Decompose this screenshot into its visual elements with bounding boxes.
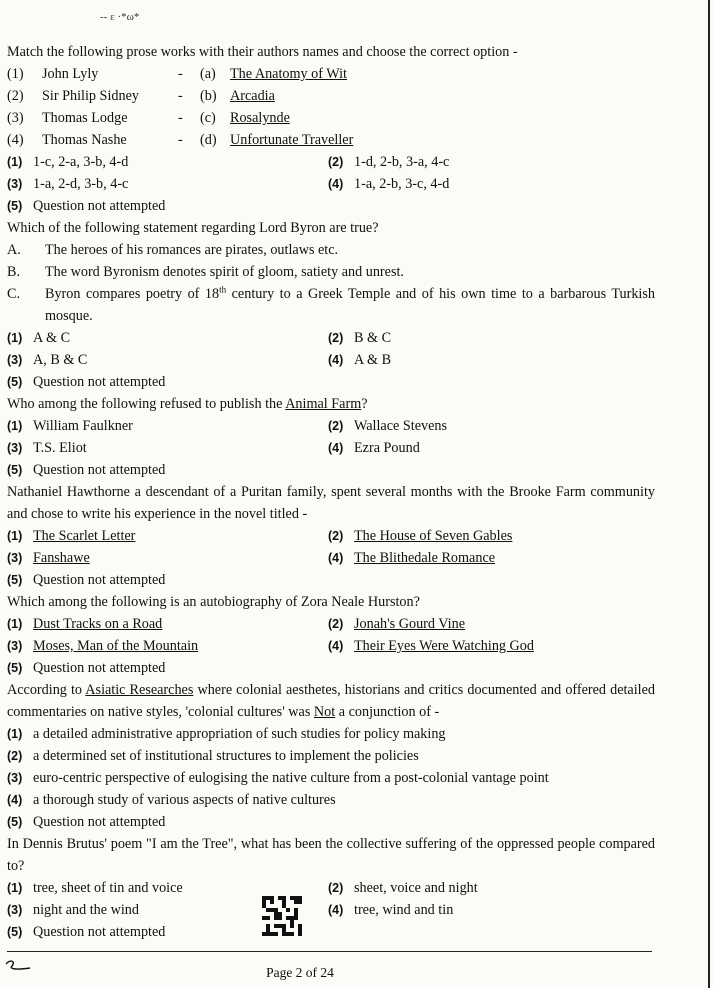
statement: A. The heroes of his romances are pirates, outlaws etc.: [7, 242, 339, 258]
answer-option[interactable]: (3) Fanshawe (4) The Blithedale Romance: [7, 550, 496, 566]
question-animal-farm: [7, 393, 655, 481]
match-pair: (1) John Lyly - (a) The Anatomy of Wit: [7, 66, 347, 82]
answer-option[interactable]: (3) Moses, Man of the Mountain (4) Their Eyes Were Watching God: [7, 638, 534, 654]
scan-edge-mark: [708, 0, 710, 988]
answer-option[interactable]: (1) A & C (2) B & C: [7, 330, 392, 346]
answer-option-not-attempted[interactable]: (5) Question not attempted: [7, 198, 166, 214]
answer-option-not-attempted[interactable]: (5) Question not attempted: [7, 814, 166, 830]
answer-option[interactable]: (3) A, B & C (4) A & B: [7, 352, 392, 368]
question-stem: According to Asiatic Researches where colonial aesthetes, historians and critics documented and offered detailed commentaries on native styles, 'colonial cultures' was Not a conjunction of -: [7, 682, 656, 720]
answer-option-not-attempted[interactable]: (5) Question not attempted: [7, 374, 166, 390]
question-byron: [7, 217, 655, 393]
question-asiatic-researches: [7, 679, 655, 833]
question-stem: In Dennis Brutus' poem "I am the Tree", what has been the collective suffering of the oppressed people compared to?: [7, 836, 655, 874]
match-pair: (3) Thomas Lodge - (c) Rosalynde: [7, 110, 290, 126]
answer-option[interactable]: (1) 1-c, 2-a, 3-b, 4-d (2) 1-d, 2-b, 3-a, 4-c: [7, 154, 450, 170]
question-hurston: [7, 591, 655, 679]
answer-option[interactable]: (1) The Scarlet Letter (2) The House of Seven Gables: [7, 528, 513, 544]
question-stem: Which among the following is an autobiography of Zora Neale Hurston?: [7, 594, 420, 610]
page-number: Page 2 of 24: [266, 965, 334, 980]
answer-option-not-attempted[interactable]: (5) Question not attempted: [7, 924, 166, 940]
answer-option[interactable]: (2) a determined set of institutional structures to implement the policies: [7, 748, 419, 764]
question-stem: Which of the following statement regarding Lord Byron are true?: [7, 220, 379, 236]
answer-option[interactable]: (3) 1-a, 2-d, 3-b, 4-c (4) 1-a, 2-b, 3-c, 4-d: [7, 176, 450, 192]
answer-option[interactable]: (4) a thorough study of various aspects of native cultures: [7, 792, 336, 808]
answer-option-not-attempted[interactable]: (5) Question not attempted: [7, 462, 166, 478]
statement: C. Byron compares poetry of 18th century to a Greek Temple and of his own time to a barbarous Turkish mosque.: [7, 284, 655, 324]
answer-option[interactable]: (1) Dust Tracks on a Road (2) Jonah's Gourd Vine: [7, 616, 465, 632]
qr-code-icon: [262, 896, 302, 936]
answer-option[interactable]: (1) William Faulkner (2) Wallace Stevens: [7, 418, 448, 434]
match-pair: (2) Sir Philip Sidney - (b) Arcadia: [7, 88, 275, 104]
answer-option[interactable]: (1) a detailed administrative appropriation of such studies for policy making: [7, 726, 446, 742]
statement: B. The word Byronism denotes spirit of gloom, satiety and unrest.: [7, 264, 404, 280]
question-hawthorne: [7, 481, 655, 591]
question-match-prose: [7, 41, 655, 217]
answer-option[interactable]: (3) euro-centric perspective of eulogising the native culture from a post-colonial vantage point: [7, 770, 549, 786]
question-page: [7, 41, 655, 943]
question-stem: Nathaniel Hawthorne a descendant of a Puritan family, spent several months with the Brooke Farm community and chose to write his experience in the novel titled -: [7, 484, 655, 522]
answer-option[interactable]: (3) T.S. Eliot (4) Ezra Pound: [7, 440, 420, 456]
footer-rule: [7, 951, 652, 952]
question-stem: Who among the following refused to publish the Animal Farm?: [7, 396, 368, 412]
question-brutus-tree: [7, 833, 655, 943]
answer-option-not-attempted[interactable]: (5) Question not attempted: [7, 660, 166, 676]
answer-option[interactable]: (1) tree, sheet of tin and voice (2) sheet, voice and night: [7, 880, 478, 896]
answer-option[interactable]: (3) night and the wind (4) tree, wind and tin: [7, 902, 454, 918]
margin-scribble: -- ε ·*ω*: [100, 11, 140, 23]
answer-option-not-attempted[interactable]: (5) Question not attempted: [7, 572, 166, 588]
question-stem: Match the following prose works with their authors names and choose the correct option -: [7, 44, 518, 60]
match-pair: (4) Thomas Nashe - (d) Unfortunate Traveller: [7, 132, 354, 148]
